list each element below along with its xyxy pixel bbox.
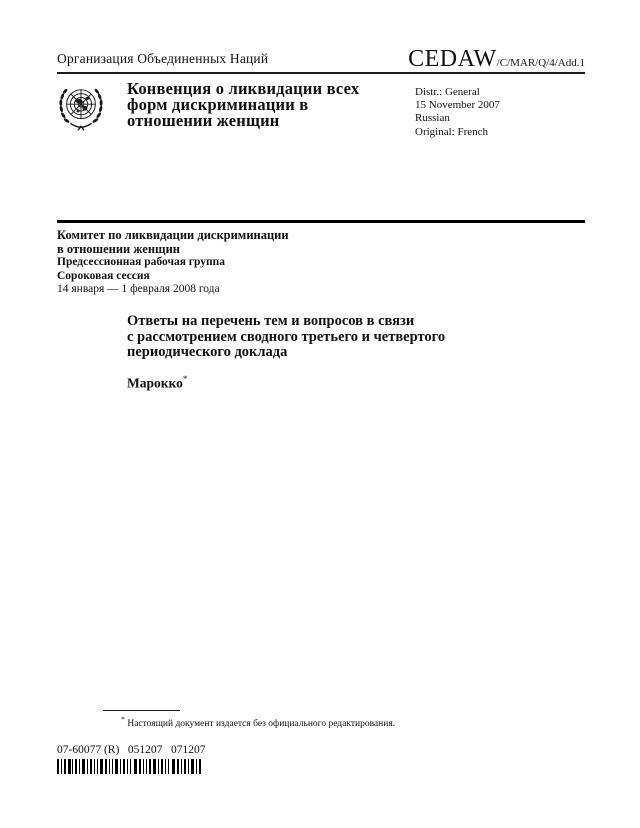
distr-original: Original: French (415, 125, 489, 138)
footnote-rule (103, 710, 180, 711)
document-title-line: Ответы на перечень тем и вопросов в связи (127, 313, 415, 329)
footnote-marker: * (121, 715, 125, 724)
footnote-text: Настоящий документ издается без официального редактирования. (124, 719, 396, 730)
document-number: 07-60077 (R) 051207 071207 (57, 744, 206, 756)
distr-language: Russian (415, 112, 450, 125)
convention-title-line: Конвенция о ликвидации всех (127, 79, 360, 98)
header-rule (57, 72, 585, 74)
distr-type: Distr.: General (415, 86, 480, 98)
document-symbol (408, 46, 585, 73)
convention-title-line: форм дискриминации в (127, 95, 309, 114)
country-label: Марокко (127, 375, 183, 391)
barcode-icon (57, 759, 203, 779)
document-title (127, 314, 445, 361)
document-symbol-main: CEDAW (408, 46, 497, 72)
working-group: Предсессионная рабочая группа (57, 256, 226, 268)
document-title-line: с рассмотрением сводного третьего и четвертого (127, 328, 446, 345)
distribution-block (415, 86, 500, 139)
organization-name: Организация Объединенных Наций (57, 51, 269, 66)
session-dates: 14 января — 1 февраля 2008 года (57, 283, 220, 295)
document-symbol-suffix: /C/MAR/Q/4/Add.1 (496, 57, 585, 69)
convention-title (127, 81, 359, 129)
committee-block (57, 229, 289, 297)
document-title-line: периодического доклада (127, 344, 288, 360)
convention-title-line: отношении женщин (127, 111, 280, 130)
country-name (127, 374, 187, 392)
footnote (103, 714, 433, 730)
section-rule (57, 220, 585, 223)
distr-date: 15 November 2007 (415, 99, 500, 112)
footnote-marker: * (182, 374, 188, 384)
committee-name-line: в отношении женщин (57, 241, 180, 256)
un-emblem-icon (57, 83, 105, 135)
session-name: Сороковая сессия (57, 269, 150, 282)
committee-name-line: Комитет по ликвидации дискриминации (57, 228, 289, 242)
